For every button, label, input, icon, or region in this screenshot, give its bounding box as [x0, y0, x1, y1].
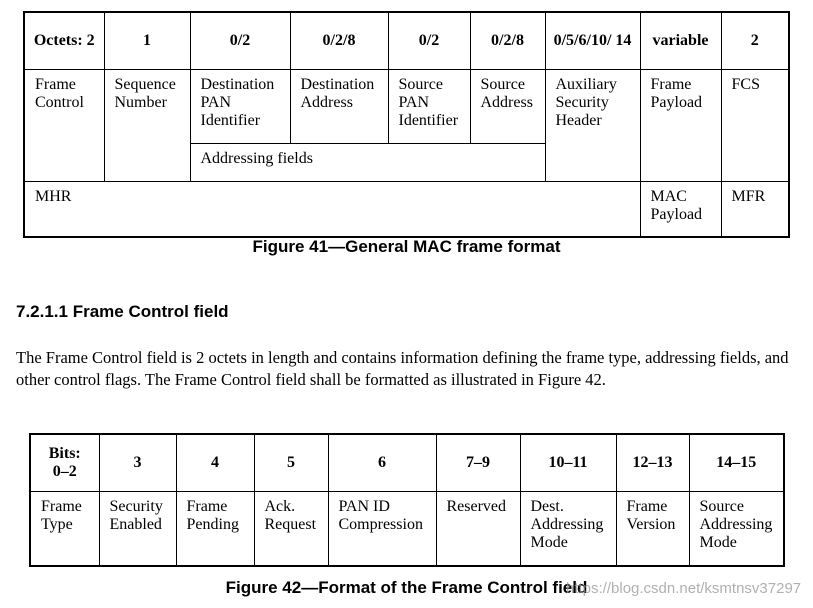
watermark-text: https://blog.csdn.net/ksmtnsv37297 — [566, 580, 802, 597]
field-source-addressing-mode: Source Addressing Mode — [689, 492, 784, 567]
general-mac-frame-table — [23, 11, 790, 238]
field-source-address: Source Address — [470, 70, 545, 144]
field-frame-pending: Frame Pending — [176, 492, 254, 567]
section-heading: 7.2.1.1 Frame Control field — [16, 302, 229, 321]
bits-header-ack-request: 5 — [254, 434, 328, 492]
octets-header-dest-address: 0/2/8 — [290, 12, 388, 70]
field-dest-addressing-mode: Dest. Addressing Mode — [520, 492, 616, 567]
field-frame-type: Frame Type — [30, 492, 99, 567]
addressing-fields-label: Addressing fields — [190, 144, 545, 182]
octets-header-frame-payload: variable — [640, 12, 721, 70]
octets-header-frame-control: Octets: 2 — [24, 12, 104, 70]
field-auxiliary-security-header: Auxiliary Security Header — [545, 70, 640, 182]
bits-header-frame-pending: 4 — [176, 434, 254, 492]
field-ack-request: Ack. Request — [254, 492, 328, 567]
bits-header-pan-id-compression: 6 — [328, 434, 436, 492]
figure-41-caption: Figure 41—General MAC frame format — [252, 237, 561, 256]
mac-payload-label: MAC Payload — [640, 182, 721, 238]
octets-header-sequence-number: 1 — [104, 12, 190, 70]
octets-header-aux-security: 0/5/6/10/ 14 — [545, 12, 640, 70]
octets-header-dest-pan: 0/2 — [190, 12, 290, 70]
mfr-label: MFR — [721, 182, 789, 238]
bits-header-security-enabled: 3 — [99, 434, 176, 492]
figure-42-caption: Figure 42—Format of the Frame Control field — [225, 578, 588, 597]
field-frame-payload: Frame Payload — [640, 70, 721, 182]
bits-header-source-addressing-mode: 14–15 — [689, 434, 784, 492]
octets-header-source-pan: 0/2 — [388, 12, 470, 70]
section-paragraph: The Frame Control field is 2 octets in length and contains information defining the frame type, addressing fields, and other control flags. The Frame Control field shall be formatted as illustrated in Figure 42. — [16, 348, 789, 389]
field-pan-id-compression: PAN ID Compression — [328, 492, 436, 567]
field-sequence-number: Sequence Number — [104, 70, 190, 182]
field-frame-version: Frame Version — [616, 492, 689, 567]
field-frame-control: Frame Control — [24, 70, 104, 182]
bits-header-frame-type: Bits: 0–2 — [30, 434, 99, 492]
field-security-enabled: Security Enabled — [99, 492, 176, 567]
field-fcs: FCS — [721, 70, 789, 182]
field-source-pan-identifier: Source PAN Identifier — [388, 70, 470, 144]
bits-header-reserved: 7–9 — [436, 434, 520, 492]
frame-control-field-table — [29, 433, 785, 567]
field-reserved: Reserved — [436, 492, 520, 567]
mhr-label: MHR — [24, 182, 640, 238]
field-destination-pan-identifier: Destination PAN Identifier — [190, 70, 290, 144]
octets-header-source-address: 0/2/8 — [470, 12, 545, 70]
bits-header-frame-version: 12–13 — [616, 434, 689, 492]
bits-header-dest-addressing-mode: 10–11 — [520, 434, 616, 492]
octets-header-fcs: 2 — [721, 12, 789, 70]
field-destination-address: Destination Address — [290, 70, 388, 144]
